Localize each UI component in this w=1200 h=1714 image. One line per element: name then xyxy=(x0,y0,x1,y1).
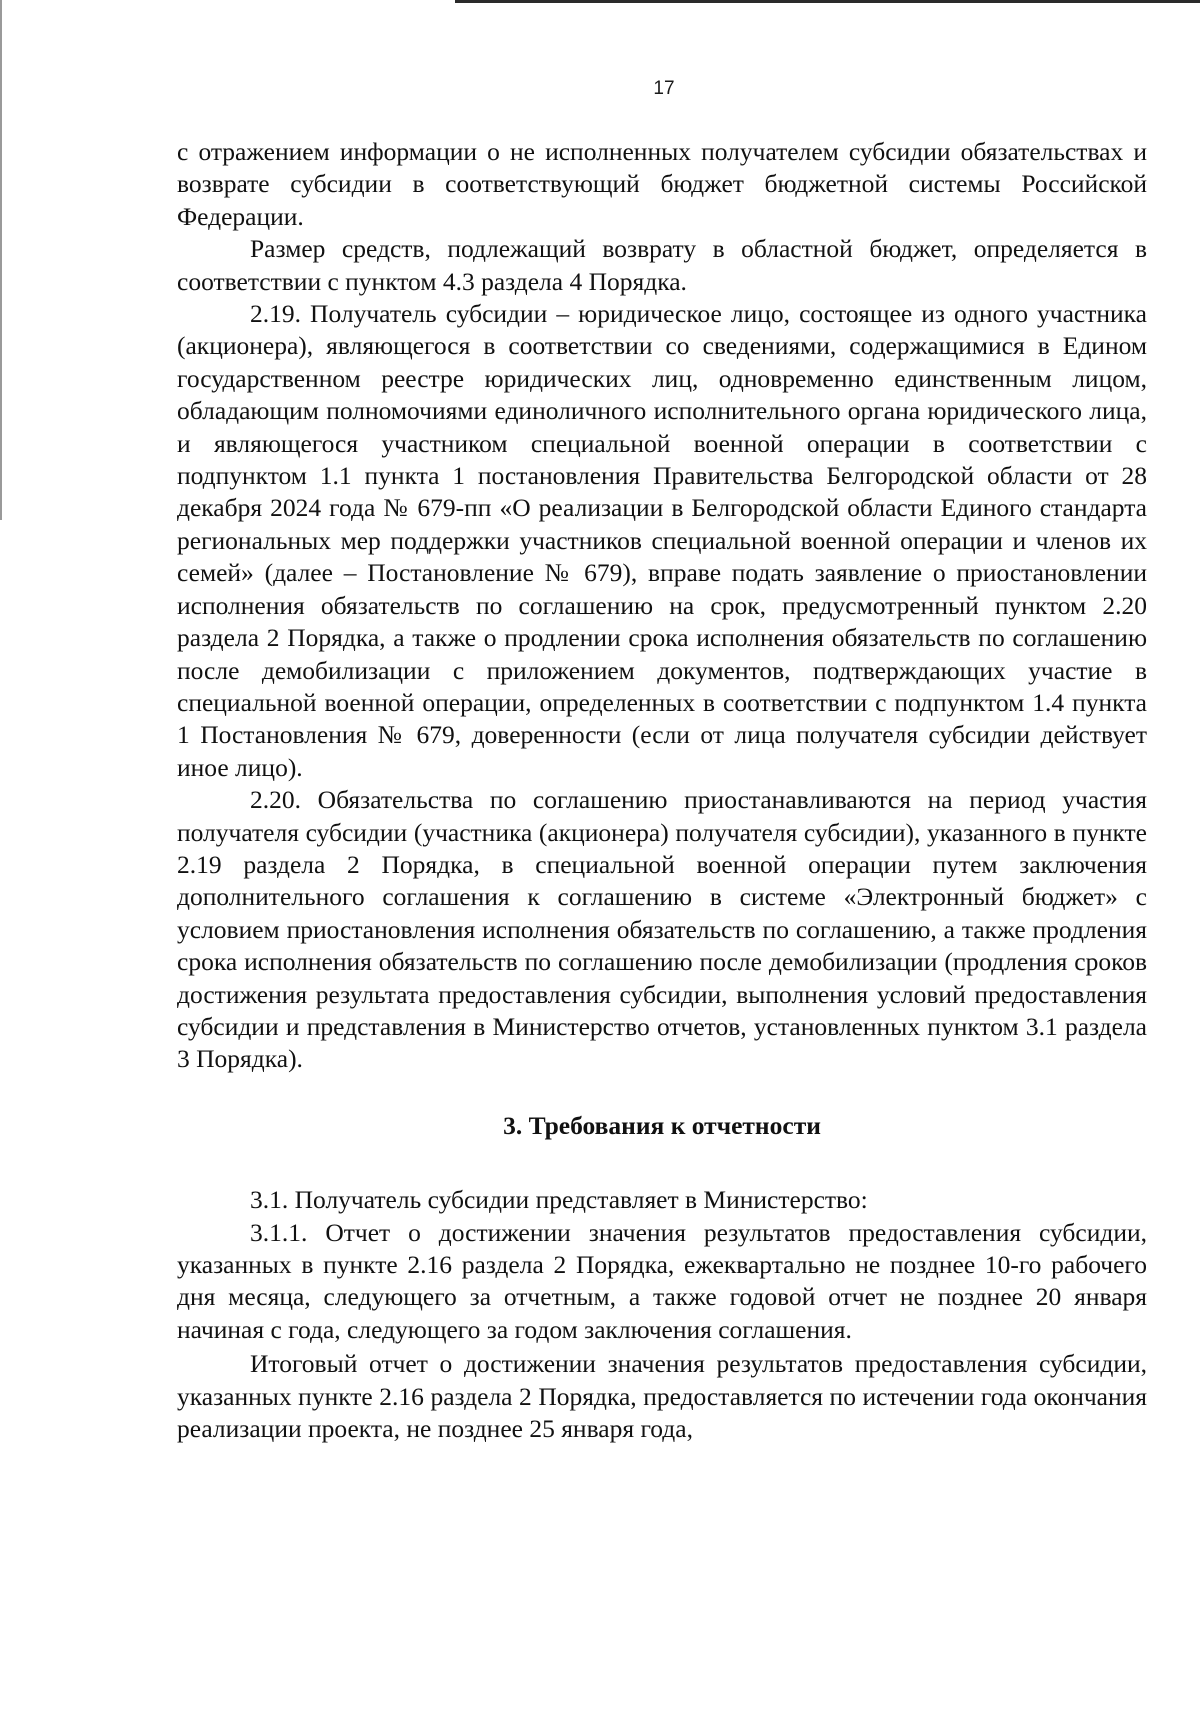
paragraph-refund-amount: Размер средств, подлежащий возврату в областной бюджет, определяется в соответствии с пунктом 4.3 раздела 4 Порядка. xyxy=(177,234,1147,296)
paragraph-final-report: Итоговый отчет о достижении значения результатов предоставления субсидии, указанных пункте 2.16 раздела 2 Порядка, предоставляется по истечении года окончания реализации проекта, не позднее 25 января года, xyxy=(177,1349,1147,1444)
document-body xyxy=(177,136,1147,1445)
paragraph-3-1: 3.1. Получатель субсидии представляет в Министерство: xyxy=(250,1185,868,1215)
paragraph-3-1-1: 3.1.1. Отчет о достижении значения результатов предоставления субсидии, указанных в пункте 2.16 раздела 2 Порядка, ежеквартально не позднее 10-го рабочего дня месяца, следующего за отчетным, а также годовой отчет не позднее 20 января начиная с года, следующего за годом заключения соглашения. xyxy=(177,1217,1147,1344)
page-number: 17 xyxy=(653,78,675,99)
paragraph-2-20: 2.20. Обязательства по соглашению приостанавливаются на период участия получателя субсидии (участника (акционера) получателя субсидии), указанного в пункте 2.19 раздела 2 Порядка, в специальной военной операции путем заключения дополнительного соглашения к соглашению в системе «Электронный бюджет» с условием приостановления исполнения обязательств по соглашению, а также продления срока исполнения обязательств по соглашению после демобилизации (продления сроков достижения результата предоставления субсидии, выполнения условий предоставления субсидии и представления в Министерство отчетов, установленных пунктом 3.1 раздела 3 Порядка). xyxy=(177,785,1147,1074)
scan-edge-top xyxy=(455,0,1200,3)
paragraph-2-19: 2.19. Получатель субсидии – юридическое лицо, состоящее из одного участника (акционера), являющегося в соответствии со сведениями, содержащимися в Едином государственном реестре юридических лиц, одновременно единственным лицом, обладающим полномочиями единоличного исполнительного органа юридического лица, и являющегося участником специальной военной операции в соответствии с подпунктом 1.1 пункта 1 постановления Правительства Белгородской области от 28 декабря 2024 года № 679-пп «О реализации в Белгородской области Единого стандарта региональных мер поддержки участников специальной военной операции и членов их семей» (далее – Постановление № 679), вправе подать заявление о приостановлении исполнения обязательств по соглашению на срок, предусмотренный пунктом 2.20 раздела 2 Порядка, а также о продлении срока исполнения обязательств по соглашению после демобилизации с приложением документов, подтверждающих участие в специальной военной операции, определенных в соответствии с подпунктом 1.4 пункта 1 Постановления № 679, доверенности (если от лица получателя субсидии действует иное лицо). xyxy=(177,299,1147,782)
paragraph-continuation: с отражением информации о не исполненных получателем субсидии обязательствах и возврате субсидии в соответствующий бюджет бюджетной системы Российской Федерации. xyxy=(177,137,1147,231)
section-heading-3: 3. Требования к отчетности xyxy=(503,1110,821,1140)
